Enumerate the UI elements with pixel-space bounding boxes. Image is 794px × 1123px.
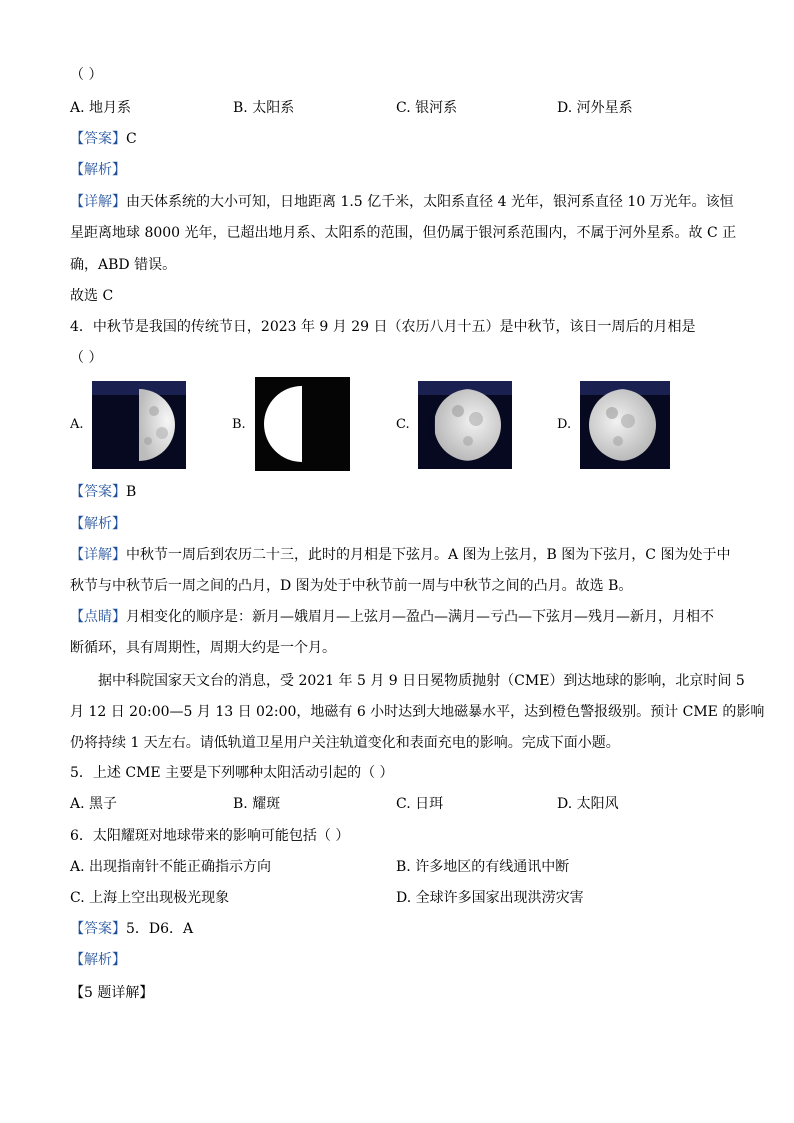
q3-option-c: C. 银河系 [396,100,458,116]
q5-stem: 5．上述 CME 主要是下列哪种太阳活动引起的（ ） [70,765,394,781]
q4-analysis-heading: 【解析】 [70,516,126,532]
q3-detail-line-2: 星距离地球 8000 光年，已超出地月系、太阳系的范围，但仍属于银河系范围内，不属于河外星系。故 C 正 [70,225,737,241]
q5-option-b: B. 耀斑 [233,796,281,812]
q6-option-a: A. 出现指南针不能正确指示方向 [70,859,272,875]
q3-analysis-heading: 【解析】 [70,162,126,178]
q4-detail-line-1: 【详解】中秋节一周后到农历二十三，此时的月相是下弦月。A 图为上弦月，B 图为下弦月，C 图为处于中 [70,547,731,563]
q5-6-answer: 【答案】5．D6．A [70,921,194,937]
q3-detail-line-1: 【详解】由天体系统的大小可知，日地距离 1.5 亿千米，太阳系直径 4 光年，银河系直径 10 万光年。该恒 [70,194,734,210]
q6-option-c: C. 上海上空出现极光现象 [70,890,230,906]
q4-stem: 4．中秋节是我国的传统节日，2023 年 9 月 29 日（农历八月十五）是中秋节，该日一周后的月相是 [70,319,696,335]
q4-answer: 【答案】B [70,484,137,500]
q4-tip-line-2: 断循环，具有周期性，周期大约是一个月。 [70,640,336,656]
q3-option-d: D. 河外星系 [557,100,633,116]
q6-option-b: B. 许多地区的有线通讯中断 [396,859,570,875]
q4-tip-line-1: 【点睛】月相变化的顺序是：新月—娥眉月—上弦月—盈凸—满月—亏凸—下弦月—残月—新月，月相不 [70,609,714,625]
q3-answer: 【答案】C [70,131,137,147]
q4-moon-label-b: B. [232,417,246,432]
q4-paren: （ ） [70,350,103,366]
passage-line-1: 据中科院国家天文台的消息，受 2021 年 5 月 9 日日冕物质抛射（CME）到达地球的影响，北京时间 5 [98,673,745,689]
q3-detail-line-3: 确，ABD 错误。 [70,257,177,273]
q4-moon-label-c: C. [396,417,410,432]
q5-option-c: C. 日珥 [396,796,444,812]
q4-moon-label-a: A. [70,417,84,432]
q5-6-analysis-heading: 【解析】 [70,952,126,968]
q4-moon-label-d: D. [557,417,572,432]
q3-conclusion: 故选 C [70,288,114,304]
q4-moon-image-b [255,377,350,475]
q4-moon-image-a [92,381,186,473]
q5-option-a: A. 黑子 [70,796,118,812]
q4-moon-image-d [580,381,670,473]
q5-option-d: D. 太阳风 [557,796,619,812]
q6-stem: 6．太阳耀斑对地球带来的影响可能包括（ ） [70,828,350,844]
q6-option-d: D. 全球许多国家出现洪涝灾害 [396,890,584,906]
passage-line-2: 月 12 日 20:00—5 月 13 日 02:00，地磁有 6 小时达到大地磁暴水平，达到橙色警报级别。预计 CME 的影响 [70,704,765,720]
q3-option-b: B. 太阳系 [233,100,295,116]
q5-detail-heading: 【5 题详解】 [70,985,154,1001]
q3-paren: （ ） [70,67,103,83]
q3-option-a: A. 地月系 [70,100,132,116]
passage-line-3: 仍将持续 1 天左右。请低轨道卫星用户关注轨道变化和表面充电的影响。完成下面小题。 [70,735,620,751]
q4-detail-line-2: 秋节与中秋节后一周之间的凸月，D 图为处于中秋节前一周与中秋节之间的凸月。故选 B。 [70,578,633,594]
q4-moon-image-c [418,381,512,473]
